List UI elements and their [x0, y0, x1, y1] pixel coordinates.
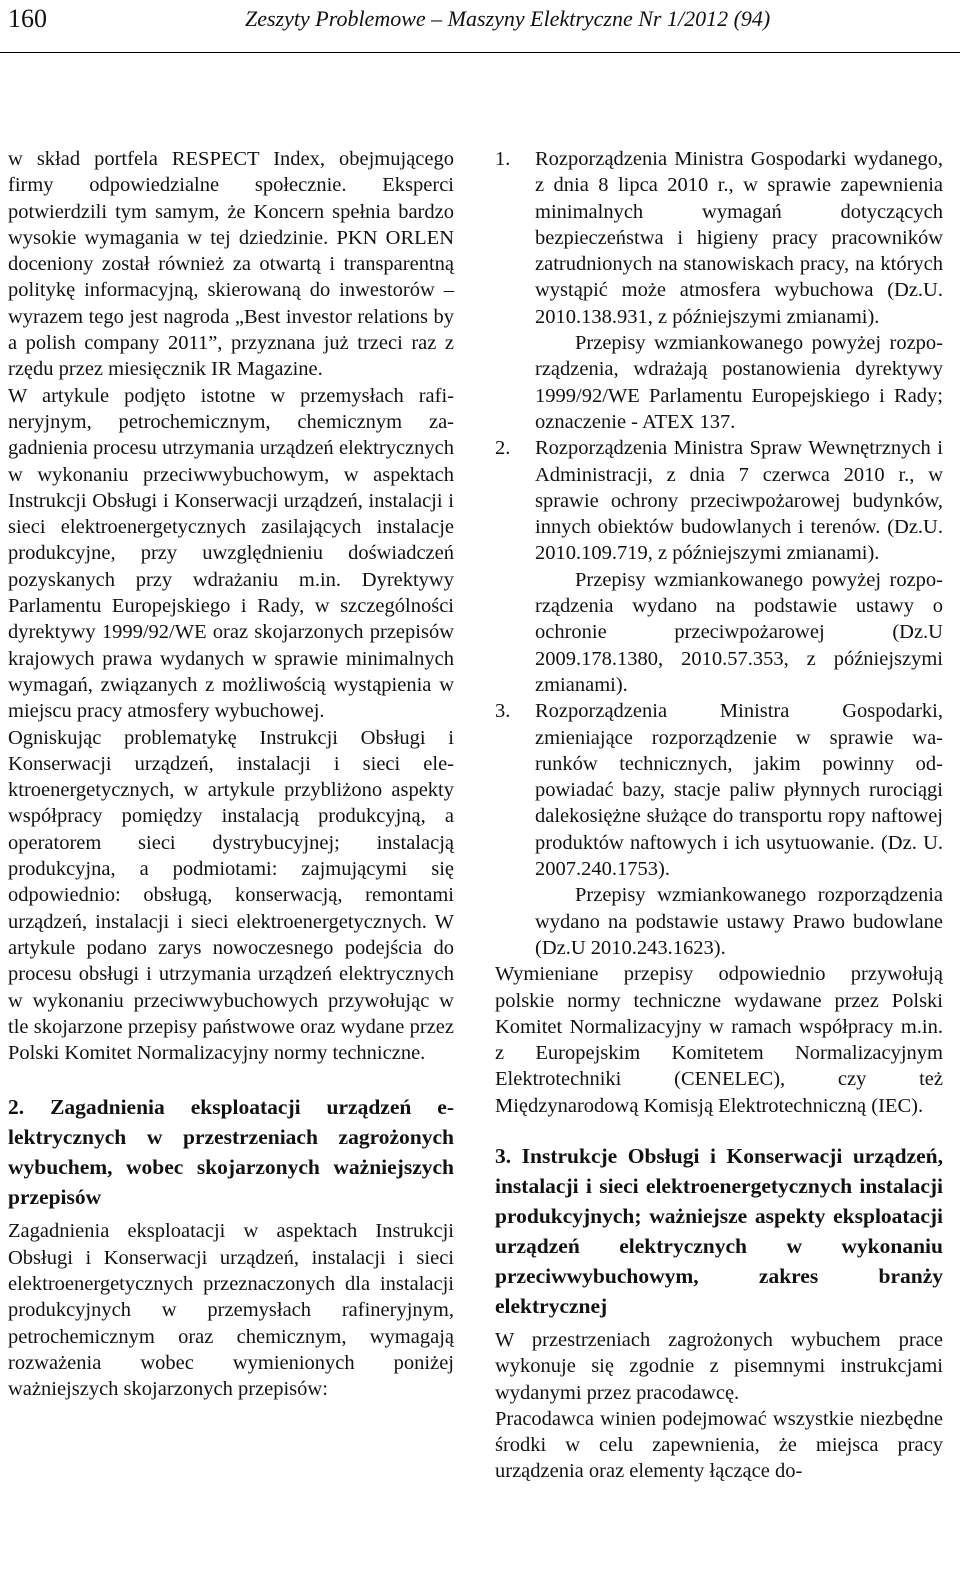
paragraph: Wymieniane przepisy odpowiednio przywołują polskie normy techniczne wydawane przez Polski Komitet Normalizacyjny w ramach współpracy m.in. z Europejskim Komitetem Normalizacyjnym Elektrotechniki (CENELEC), czy też Międzynarodową Komisją Elektrotechniczną (IEC). [495, 963, 943, 1117]
paragraph: w skład portfela RESPECT Index, obejmującego firmy odpowiedzialne społecznie. Eksperci potwierdzili tym samym, że Koncern spełnia bardzo wysokie wymagania w tej dziedzinie. PKN ORLEN doceniony został również za otwartą i transparentną politykę informacyjną, skierowaną do inwestorów – wyrazem tego jest nagroda „Best investor relations by a polish company 2011”, przyznana już trzeci raz z rzędu przez miesięcznik IR Magazine. [8, 148, 454, 381]
list-item-note: Przepisy wzmiankowanego powyżej rozporządzenia wydano na podstawie ustawy o ochronie przeciwpożarowej (Dz.U 2009.178.1380, 2010.57.353, z późniejszymi zmianami). [535, 568, 943, 696]
right-column [495, 146, 943, 1485]
journal-title: Zeszyty Problemowe – Maszyny Elektryczne Nr 1/2012 (94) [245, 6, 771, 31]
list-item [495, 435, 943, 698]
paragraph: W przestrzeniach zagrożonych wybuchem prace wykonuje się zgodnie z pisemnymi instrukcjami wydanymi przez pracodawcę. [495, 1328, 943, 1404]
paragraph: Ogniskując problematykę Instrukcji Obsługi i Konserwacji urządzeń, instalacji i sieci elektroenergetycznych, w artykule przybliżono aspekty współpracy pomiędzy instalacją produkcyjną, a operatorem sieci dystrybucyjnej; instalacją produkcyjna, a podmiotami: zajmującymi się odpowiednio: obsługą, konserwacją, remontami urządzeń, instalacji i sieci elektroenergetycznych. W artykule podano zarys nowoczesnego podejścia do procesu obsługi i utrzymania urządzeń elektrycznych w wykonaniu przeciwwybuchowych przywołując w tle skojarzone przepisy państwowe oraz wydane przez Polski Komitet Normalizacyjny normy techniczne. [8, 726, 454, 1065]
section-heading-2: 2. Zagadnienia eksploatacji urządzeń elektrycznych w przestrzeniach zagrożonych wybuchem, wobec skojarzonych ważniejszych przepisów [8, 1095, 454, 1210]
list-number: 1. [495, 148, 511, 170]
list-item-note: Przepisy wzmiankowanego rozporządzenia wydano na podstawie ustawy Prawo budowlane (Dz.U 2010.243.1623). [535, 884, 943, 959]
paragraph: W artykule podjęto istotne w przemysłach rafineryjnym, petrochemicznym, chemicznym zagadnienia procesu utrzymania urządzeń elektrycznych w wykonaniu przeciwwybuchowym, w aspektach Instrukcji Obsługi i Konserwacji urządzeń, instalacji i sieci elektroenergetycznych zasilających instalacje produkcyjne, przy uwzględnieniu doświadczeń pozyskanych przy wdrażaniu m.in. Dyrektywy Parlamentu Europejskiego i Rady, w szczególności dyrektywy 1999/92/WE oraz skojarzonych przepisów krajowych prawa wydanych w sprawie minimalnych wymagań, związanych z możliwością wystąpienia w miejscu pracy atmosfery wybuchowej. [8, 384, 454, 723]
list-item-text: Rozporządzenia Ministra Gospodarki wydanego, z dnia 8 lipca 2010 r., w sprawie zapewnienia minimalnych wymagań dotyczących bezpieczeństwa i higieny pracy pracowników zatrudnionych na stanowiskach pracy, na których wystąpić może atmosfera wybuchowa (Dz.U. 2010.138.931, z późniejszymi zmianami). [535, 148, 943, 328]
section-heading-3: 3. Instrukcje Obsługi i Konserwacji urządzeń, instalacji i sieci elektroenergetycznych instalacji produkcyjnych; ważniejsze aspekty eksploatacji urządzeń elektrycznych w wykonaniu przeciwwybuchowym, zakres branży elektrycznej [495, 1143, 943, 1318]
list-number: 3. [495, 700, 511, 723]
page-header [0, 0, 960, 53]
list-item-text: Rozporządzenia Ministra Spraw Wewnętrznych i Administracji, z dnia 7 czerwca 2010 r., w sprawie ochrony przeciwpożarowej budynków, innych obiektów budowlanych i terenów. (Dz.U. 2010.109.719, z późniejszymi zmianami). [535, 437, 943, 565]
paragraph: Pracodawca winien podejmować wszystkie niezbędne środki w celu zapewnienia, że miejsca pracy urządzenia oraz elementy łączące do- [495, 1407, 943, 1483]
list-item [495, 146, 943, 435]
list-item-text: Rozporządzenia Ministra Gospodarki, zmieniające rozporządzenie w sprawie warunków technicznych, jakim powinny odpowiadać bazy, stacje paliw płynnych rurociągi dalekosiężne służące do transportu ropy naftowej produktów naftowych i ich usytuowanie. (Dz. U. 2007.240.1753). [535, 700, 943, 881]
regulation-list [495, 146, 943, 961]
paragraph: Zagadnienia eksploatacji w aspektach Instrukcji Obsługi i Konserwacji urządzeń, instalacji i sieci elektroenergetycznych przeznaczonych dla instalacji produkcyjnych w przemysłach rafineryjnym, petrochemicznym oraz chemicznym, wymagają rozważenia wobec wymienionych poniżej ważniejszych skojarzonych przepisów: [8, 1220, 454, 1401]
list-item [495, 698, 943, 961]
left-column [8, 146, 454, 1402]
list-number: 2. [495, 437, 511, 460]
page-number: 160 [8, 4, 47, 33]
list-item-note: Przepisy wzmiankowanego powyżej rozporządzenia, wdrażają postanowienia dyrektywy 1999/92/WE Parlamentu Europejskiego i Rady; oznaczenie - ATEX 137. [535, 332, 943, 433]
